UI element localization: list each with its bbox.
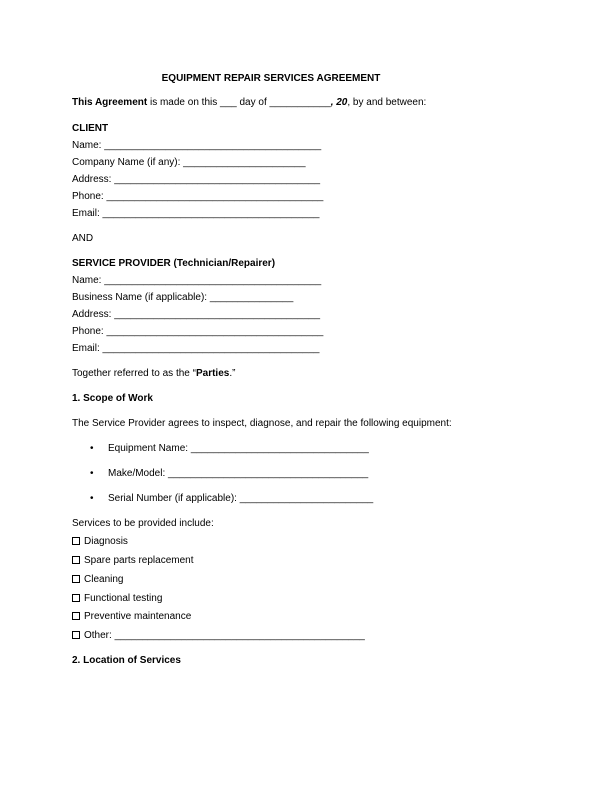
checkbox-label: Spare parts replacement xyxy=(84,555,194,566)
checkbox-icon[interactable] xyxy=(72,575,80,583)
bullet-dot: • xyxy=(90,493,94,504)
parties-pre: Together referred to as the “ xyxy=(72,368,196,379)
checkbox-label: Preventive maintenance xyxy=(84,611,192,622)
checkbox-icon[interactable] xyxy=(72,556,80,564)
parties-line xyxy=(72,368,235,380)
checkbox-item-spare-parts[interactable] xyxy=(72,555,194,567)
provider-heading: SERVICE PROVIDER (Technician/Repairer) xyxy=(72,258,276,269)
provider-email-field[interactable]: Email: _______________________________________ xyxy=(72,343,320,354)
serial-number-field[interactable]: Serial Number (if applicable): ________________________ xyxy=(108,493,374,504)
section1-heading: 1. Scope of Work xyxy=(72,393,153,404)
section1-intro: The Service Provider agrees to inspect, diagnose, and repair the following equipment: xyxy=(72,418,452,429)
checkbox-icon[interactable] xyxy=(72,631,80,639)
document-title: EQUIPMENT REPAIR SERVICES AGREEMENT xyxy=(161,73,381,84)
checkbox-item-diagnosis[interactable] xyxy=(72,536,128,548)
intro-year: , 20 xyxy=(330,97,348,108)
client-phone-field[interactable]: Phone: _______________________________________ xyxy=(72,191,324,202)
equipment-name-field[interactable]: Equipment Name: ________________________________ xyxy=(108,443,369,454)
checkbox-item-functional-testing[interactable] xyxy=(72,593,162,605)
checkbox-icon[interactable] xyxy=(72,594,80,602)
client-company-field[interactable]: Company Name (if any): ______________________ xyxy=(72,157,306,168)
bullet-dot: • xyxy=(90,443,94,454)
client-name-field[interactable]: Name: _______________________________________ xyxy=(72,140,322,151)
checkbox-label: Diagnosis xyxy=(84,536,128,547)
parties-post: .” xyxy=(229,368,236,379)
checkbox-label: Functional testing xyxy=(84,593,163,604)
checkbox-label: Other: _____________________________________________ xyxy=(84,630,365,641)
checkbox-icon[interactable] xyxy=(72,612,80,620)
checkbox-item-preventive-maintenance[interactable] xyxy=(72,611,191,623)
client-address-field[interactable]: Address: _____________________________________ xyxy=(72,174,321,185)
services-label: Services to be provided include: xyxy=(72,518,214,529)
intro-lead: This Agreement xyxy=(72,97,148,108)
and-label: AND xyxy=(72,233,94,244)
client-email-field[interactable]: Email: _______________________________________ xyxy=(72,208,320,219)
checkbox-item-cleaning[interactable] xyxy=(72,574,123,586)
client-heading: CLIENT xyxy=(72,123,109,134)
parties-word: Parties xyxy=(195,368,230,379)
intro-tail: , by and between: xyxy=(347,97,427,108)
provider-phone-field[interactable]: Phone: _______________________________________ xyxy=(72,326,324,337)
provider-business-field[interactable]: Business Name (if applicable): _______________ xyxy=(72,292,294,303)
checkbox-item-other[interactable] xyxy=(72,630,365,642)
checkbox-icon[interactable] xyxy=(72,537,80,545)
bullet-dot: • xyxy=(90,468,94,479)
provider-name-field[interactable]: Name: _______________________________________ xyxy=(72,275,322,286)
make-model-field[interactable]: Make/Model: ____________________________________ xyxy=(108,468,369,479)
intro-line xyxy=(72,97,426,109)
section2-heading: 2. Location of Services xyxy=(72,655,181,666)
intro-mid: is made on this ___ day of ___________ xyxy=(147,97,331,108)
provider-address-field[interactable]: Address: _____________________________________ xyxy=(72,309,321,320)
checkbox-label: Cleaning xyxy=(84,574,124,585)
